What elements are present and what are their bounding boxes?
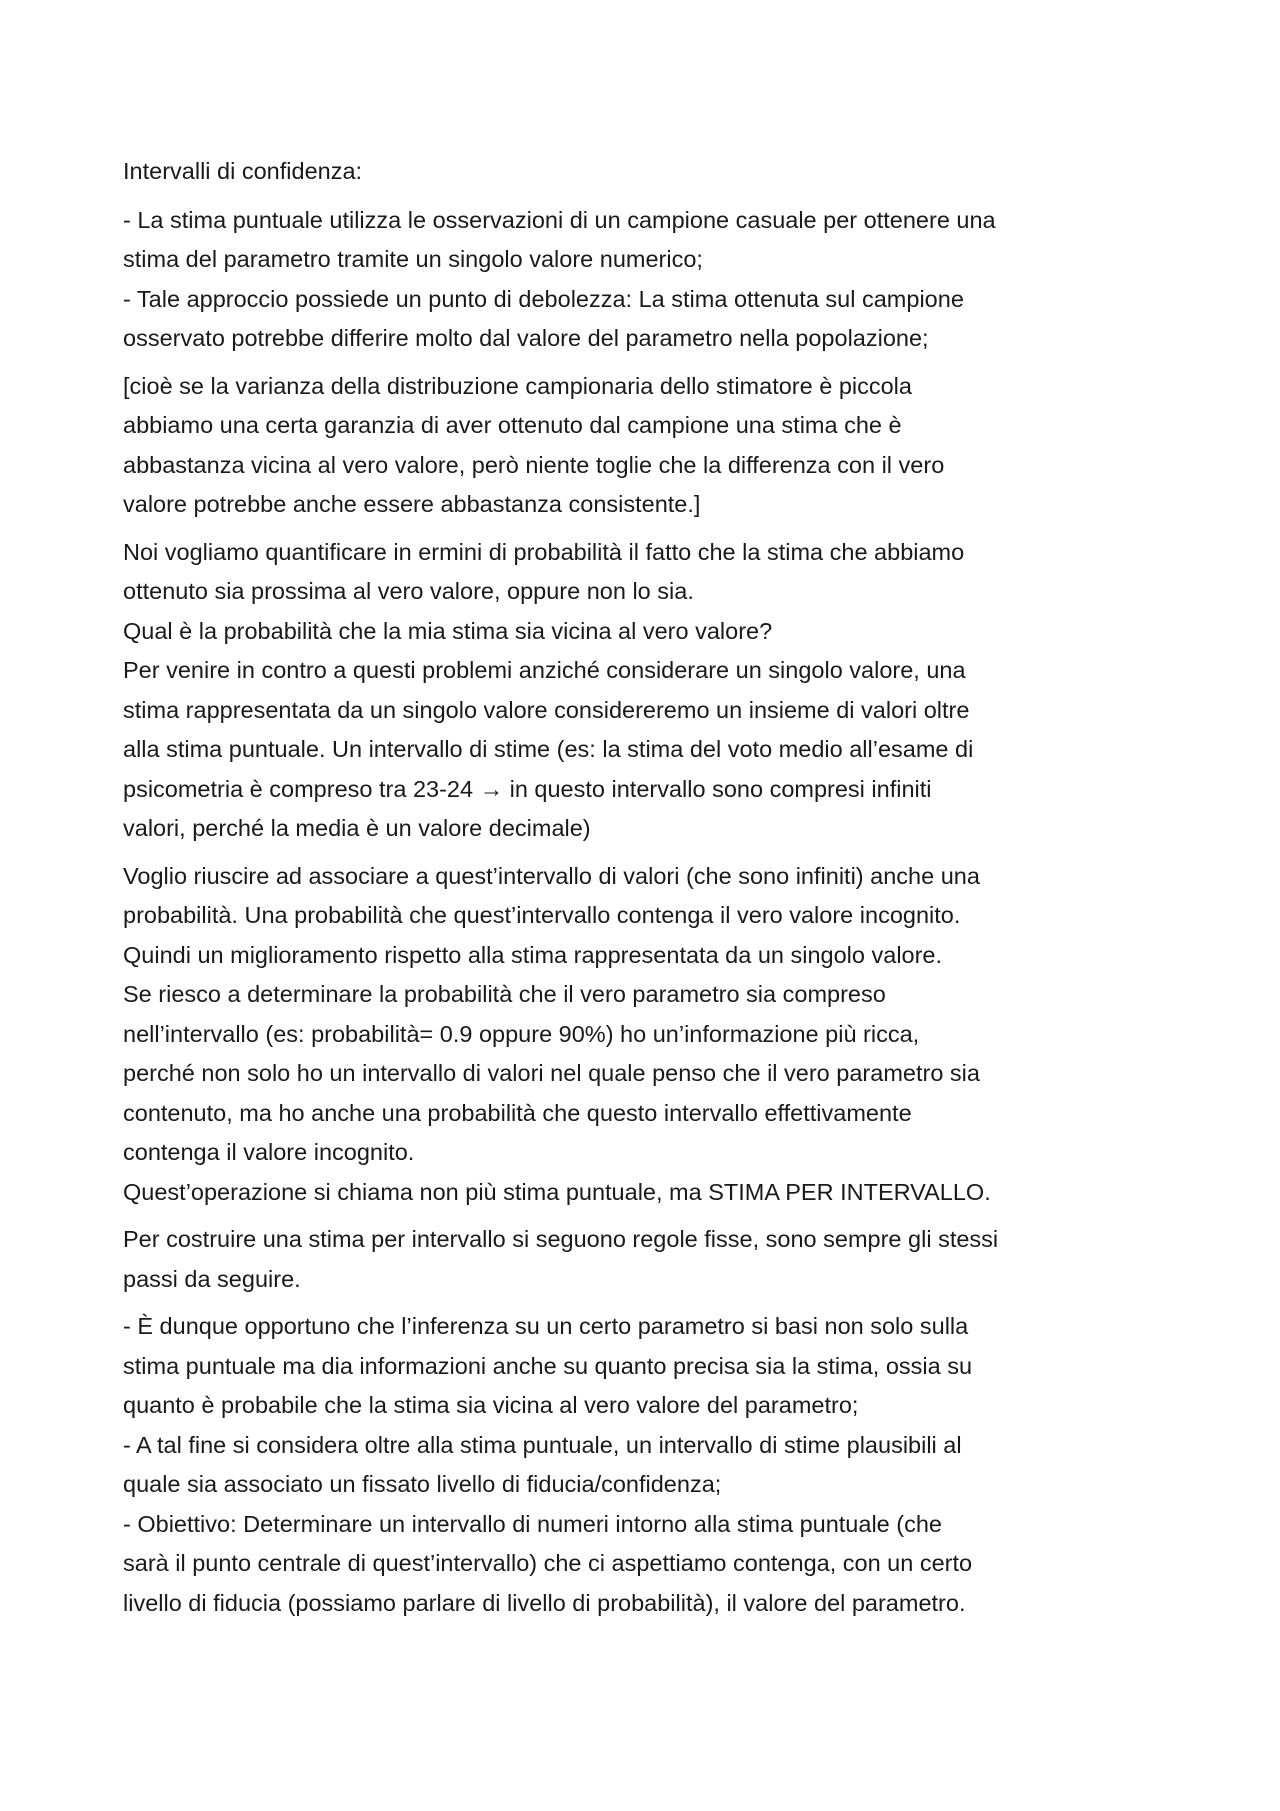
text-line: valori, perché la media è un valore decimale) bbox=[123, 815, 591, 841]
paragraph-1 bbox=[123, 201, 1173, 359]
text-line: ottenuto sia prossima al vero valore, oppure non lo sia. bbox=[123, 578, 694, 604]
document-title bbox=[123, 152, 1173, 192]
text-line: - A tal fine si considera oltre alla stima puntuale, un intervallo di stime plausibili al bbox=[123, 1431, 962, 1458]
title-line: Intervalli di confidenza: bbox=[123, 158, 363, 184]
text-line: Voglio riuscire ad associare a quest’intervallo di valori (che sono infiniti) anche una bbox=[123, 862, 980, 889]
text-line: [cioè se la varianza della distribuzione campionaria dello stimatore è piccola bbox=[123, 372, 912, 399]
text-line: quale sia associato un fissato livello di fiducia/confidenza; bbox=[123, 1471, 722, 1497]
text-line: - È dunque opportuno che l’inferenza su un certo parametro si basi non solo sulla bbox=[123, 1313, 969, 1339]
text-line: - Obiettivo: Determinare un intervallo di numeri intorno alla stima puntuale (che bbox=[123, 1510, 942, 1537]
text-line: livello di fiducia (possiamo parlare di livello di probabilità), il valore del parametro. bbox=[123, 1589, 966, 1616]
text-line: psicometria è compreso tra 23-24 → in questo intervallo sono compresi infiniti bbox=[123, 775, 932, 802]
paragraph-4 bbox=[123, 857, 1173, 1213]
paragraph-5 bbox=[123, 1220, 1173, 1299]
paragraph-3 bbox=[123, 533, 1173, 849]
text-line: Se riesco a determinare la probabilità che il vero parametro sia compreso bbox=[123, 981, 886, 1007]
text-line: - Tale approccio possiede un punto di debolezza: La stima ottenuta sul campione bbox=[123, 285, 964, 312]
text-line: nell’intervallo (es: probabilità= 0.9 oppure 90%) ho un’informazione più ricca, bbox=[123, 1020, 920, 1047]
text-line: Quest’operazione si chiama non più stima puntuale, ma STIMA PER INTERVALLO. bbox=[123, 1178, 991, 1205]
text-line: alla stima puntuale. Un intervallo di stime (es: la stima del voto medio all’esame di bbox=[123, 736, 974, 762]
text-line: abbiamo una certa garanzia di aver ottenuto dal campione una stima che è bbox=[123, 412, 902, 438]
text-line: valore potrebbe anche essere abbastanza consistente.] bbox=[123, 491, 701, 517]
text-line: - La stima puntuale utilizza le osservazioni di un campione casuale per ottenere una bbox=[123, 206, 996, 233]
text-line: probabilità. Una probabilità che quest’intervallo contenga il vero valore incognito. bbox=[123, 902, 961, 928]
text-line: passi da seguire. bbox=[123, 1265, 301, 1292]
text-line: stima del parametro tramite un singolo valore numerico; bbox=[123, 246, 703, 272]
text-line: osservato potrebbe differire molto dal valore del parametro nella popolazione; bbox=[123, 325, 929, 351]
text-line: contenga il valore incognito. bbox=[123, 1139, 415, 1165]
text-line: Qual è la probabilità che la mia stima sia vicina al vero valore? bbox=[123, 617, 773, 644]
text-line: stima rappresentata da un singolo valore considereremo un insieme di valori oltre bbox=[123, 696, 970, 723]
document-page bbox=[123, 152, 1173, 1631]
text-line: Per costruire una stima per intervallo si seguono regole fisse, sono sempre gli stessi bbox=[123, 1226, 999, 1252]
text-line: contenuto, ma ho anche una probabilità che questo intervallo effettivamente bbox=[123, 1099, 912, 1126]
document-body bbox=[123, 201, 1173, 1624]
paragraph-2 bbox=[123, 367, 1173, 525]
text-line: Per venire in contro a questi problemi anziché considerare un singolo valore, una bbox=[123, 657, 966, 683]
paragraph-6 bbox=[123, 1307, 1173, 1623]
text-line: perché non solo ho un intervallo di valori nel quale penso che il vero parametro sia bbox=[123, 1060, 980, 1086]
text-line: stima puntuale ma dia informazioni anche su quanto precisa sia la stima, ossia su bbox=[123, 1352, 973, 1379]
text-line: abbastanza vicina al vero valore, però niente toglie che la differenza con il vero bbox=[123, 451, 945, 478]
text-line: Quindi un miglioramento rispetto alla stima rappresentata da un singolo valore. bbox=[123, 941, 943, 968]
text-line: sarà il punto centrale di quest’intervallo) che ci aspettiamo contenga, con un certo bbox=[123, 1550, 973, 1576]
text-line: Noi vogliamo quantificare in ermini di probabilità il fatto che la stima che abbiamo bbox=[123, 538, 965, 565]
text-line: quanto è probabile che la stima sia vicina al vero valore del parametro; bbox=[123, 1392, 859, 1418]
